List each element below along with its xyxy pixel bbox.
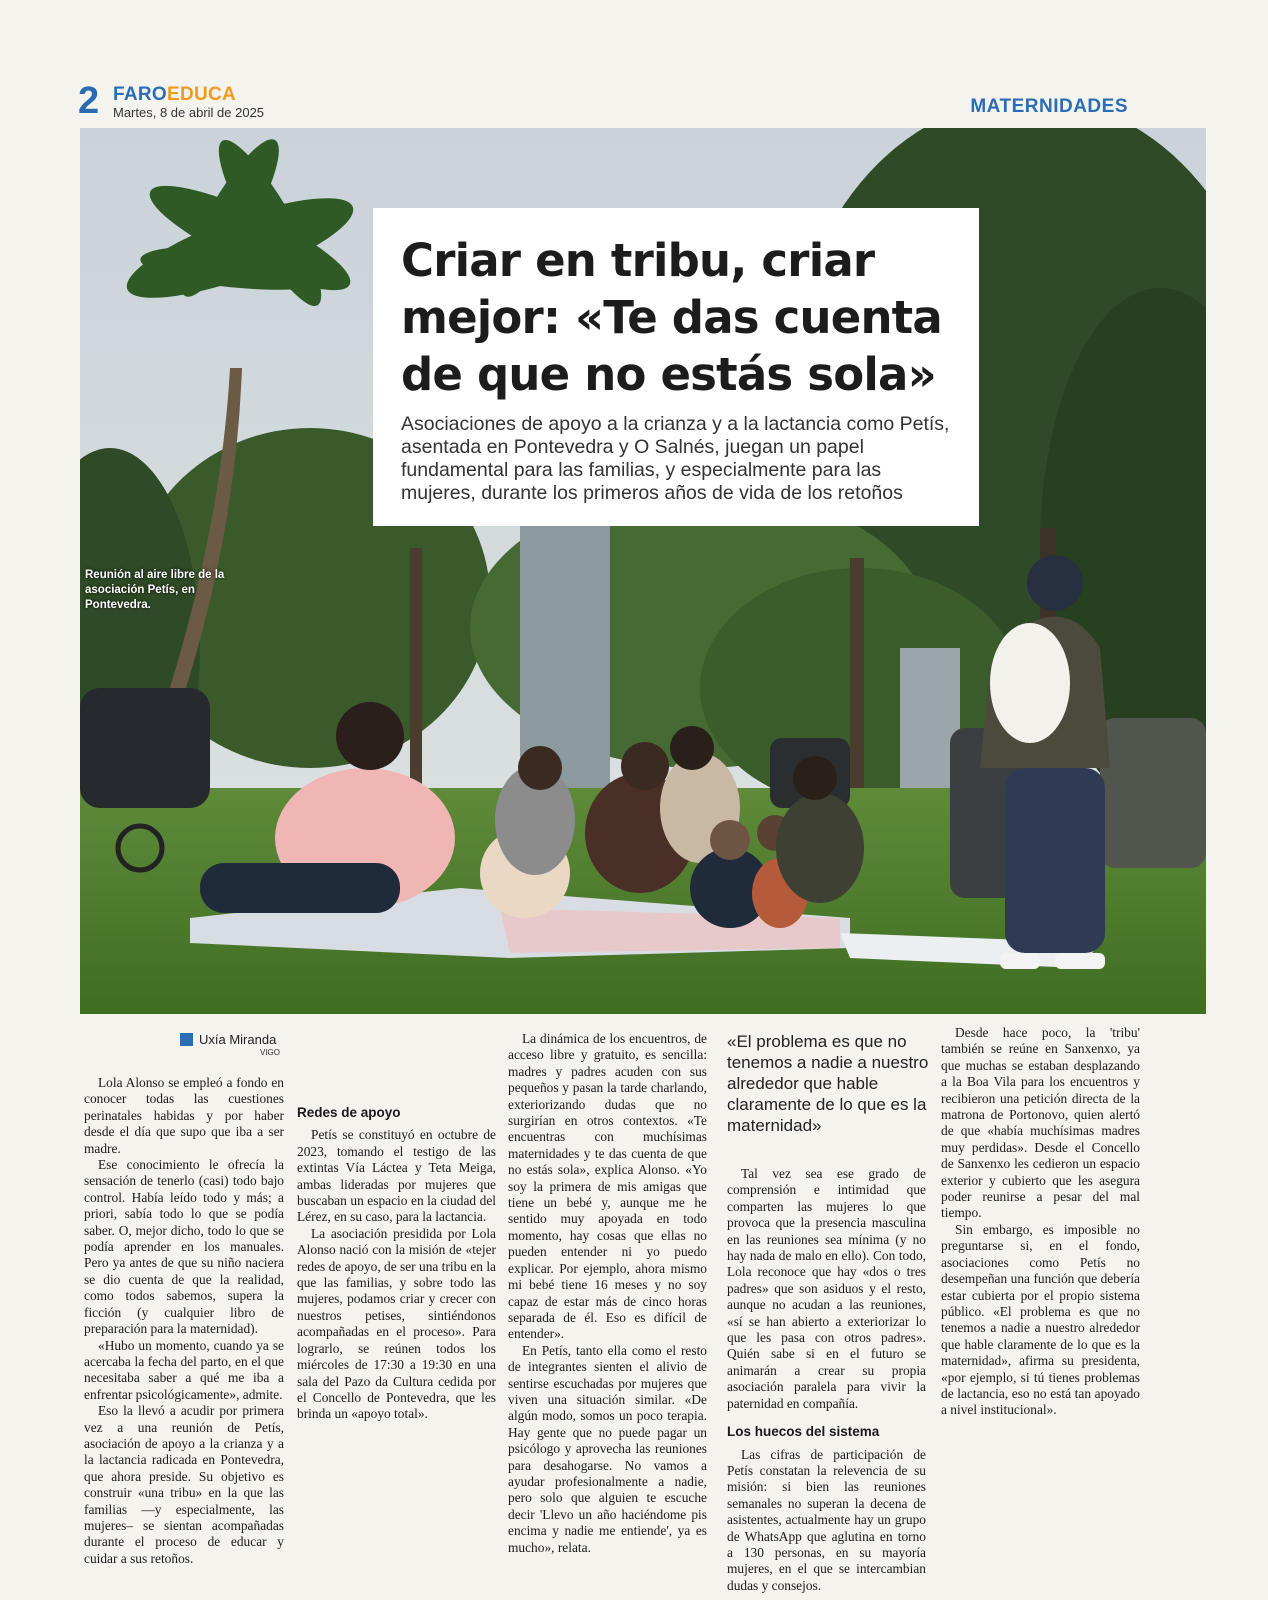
paragraph: La dinámica de los encuentros, de acceso libre y gratuito, es sencilla: madres y padres acuden con sus pequeños y pasan la tarde charlando, exteriorizando dudas que no surgirían en otros contextos. «Te encuentras con muchísimas maternidades y te das cuenta de que no estás sola», explica Alonso. «Yo soy la primera de mis amigas que tiene un bebé y, aunque me he sentido muy apoyada en todo momento, hay cosas que ellas no pueden entender ni yo puedo explicar. Por ejemplo, ahora mismo mi bebé tiene 16 meses y no soy capaz de estar más de cinco horas separada de él. Eso es difícil de entender». [508,1031,707,1342]
paragraph: Ese conocimiento le ofrecía la sensación de tenerlo (casi) todo bajo control. Había leído todo y más; a priori, sabía todo lo que se podía saber. O, mejor dicho, todo lo que se podía aprender en los manuales. Pero ya antes de que su niño naciera se dio cuenta de que la realidad, como todos sabemos, supera la ficción (y cualquier libro de preparación para la maternidad). [84,1157,284,1337]
paragraph: Petís se constituyó en octubre de 2023, tomando el testigo de las extintas Vía Láctea y Teta Meiga, ambas lideradas por mujeres que buscaban un espacio en la ciudad del Lérez, en su caso, para la lactancia. [297,1127,496,1225]
headline: Criar en tribu, criar mejor: «Te das cuenta de que no estás sola» [401,234,942,401]
photo-caption: Reunión al aire libre de la asociación Petís, en Pontevedra. [85,569,225,611]
headline-box [373,208,979,526]
paragraph: Sin embargo, es imposible no preguntarse si, en el fondo, asociaciones como Petís no desempeñan una función que debería estar cubierta por el propio sistema público. «El problema es que no tenemos a nadie a nuestro alrededor que hable claramente de lo que es la maternidad», afirma su presidenta, «por ejemplo, si tú tienes problemas de lactancia, eso no está tan apoyado a nivel institucional». [941,1221,1140,1418]
text-column-3 [508,1031,707,1556]
issue-date: Martes, 8 de abril de 2025 [113,105,265,120]
author-city: VIGO [260,1048,281,1057]
text-column-5 [941,1025,1140,1419]
text-column-2 [297,1031,496,1423]
paragraph: Las cifras de participación de Petís constatan la relevencia de su misión: si bien las reuniones semanales no superan la decena de asistentes, actualmente hay un grupo de WhatsApp que aglutina en torno a 130 personas, en su mayoría mujeres, en el que se intercambian dudas y consejos. [727,1446,926,1593]
subtitle-los-huecos-del-sistema: Los huecos del sistema [727,1424,880,1440]
paragraph: Desde hace poco, la 'tribu' también se reúne en Sanxenxo, ya que muchas se estaban desplazando a la Boa Vila para los encuentros y recibieron una petición directa de la matrona de Portonovo, quien alertó de que «había muchísimas madres muy perdidas». Desde el Concello de Sanxenxo les cedieron un espacio exterior y cubierto que les asegura poder reunirse a pesar del mal tiempo. [941,1025,1140,1221]
byline-square-icon [180,1033,193,1046]
author-name: Uxía Miranda [199,1032,277,1047]
brand-logo [113,85,236,104]
text-column-4 [727,1166,926,1594]
paragraph: Lola Alonso se empleó a fondo en conocer todas las cuestiones perinatales habidas y por haber desde el día que supo que iba a ser madre. [84,1075,284,1156]
section-title: MATERNIDADES [970,96,1128,117]
pull-quote: «El problema es que no tenemos a nadie a nuestro alrededor que hable claramente de lo que es la maternidad» [727,1032,929,1135]
brand-faro: FARO [113,84,167,105]
page-number: 2 [78,80,100,122]
author-byline [180,1032,276,1047]
brand-educa: EDUCA [166,84,237,105]
text-column-1 [84,1075,284,1567]
paragraph: En Petís, tanto ella como el resto de integrantes sienten el alivio de sentirse escuchadas por mujeres que viven una situación similar. «De algún modo, somos un poco terapia. Hay gente que no puede pagar un psicólogo y aprovecha las reuniones para desahogarse. No vamos a ayudar profesionalmente a nadie, pero solo que alguien te escuche decir 'Llevo un año haciéndome pis encima y nadie me entiende', ya es mucho», relata. [508,1342,707,1555]
paragraph: «Hubo un momento, cuando ya se acercaba la fecha del parto, en el que necesitaba saber a qué me iba a enfrentar psicológicamente», admite. [84,1337,284,1402]
subtitle-redes-de-apoyo: Redes de apoyo [297,1105,401,1120]
paragraph: Eso la llevó a acudir por primera vez a una reunión de Petís, asociación de apoyo a la crianza y a la lactancia radicada en Pontevedra, que ahora preside. Su objetivo es construir «una tribu» en la que las familias —y especialmente, las mujeres– se sientan acompañadas durante el proceso de educar y cuidar a sus retoños. [84,1403,284,1566]
paragraph: La asociación presidida por Lola Alonso nació con la misión de «tejer redes de apoyo, de ser una tribu en la que las familias, y sobre todo las mujeres, podamos criar y crecer con nuestros petises, sintiéndonos acompañadas en el proceso». Para lograrlo, se reúnen todos los miércoles de 17:30 a 19:30 en una sala del Pazo da Cultura cedida por el Concello de Pontevedra, que les brinda un «apoyo total». [297,1225,496,1422]
paragraph: Tal vez sea ese grado de comprensión e intimidad que comparten las mujeres lo que provoca que la presencia masculina en las reuniones sea mínima (y no hay nada de malo en ello). Con todo, Lola reconoce que hay «dos o tres padres» que son asiduos y el resto, aunque no acudan a las reuniones, «sí se han abierto a exteriorizar lo que les pasa con otros padres». Quién sabe si en el futuro se animarán a crear su propia asociación paralela para vivir la paternidad en compañía. [727,1166,926,1411]
subheadline: Asociaciones de apoyo a la crianza y a la lactancia como Petís, asentada en Pontevedra y O Salnés, juegan un papel fundamental para las familias, y especialmente para las mujeres, durante los primeros años de vida de los retoños [401,413,950,504]
